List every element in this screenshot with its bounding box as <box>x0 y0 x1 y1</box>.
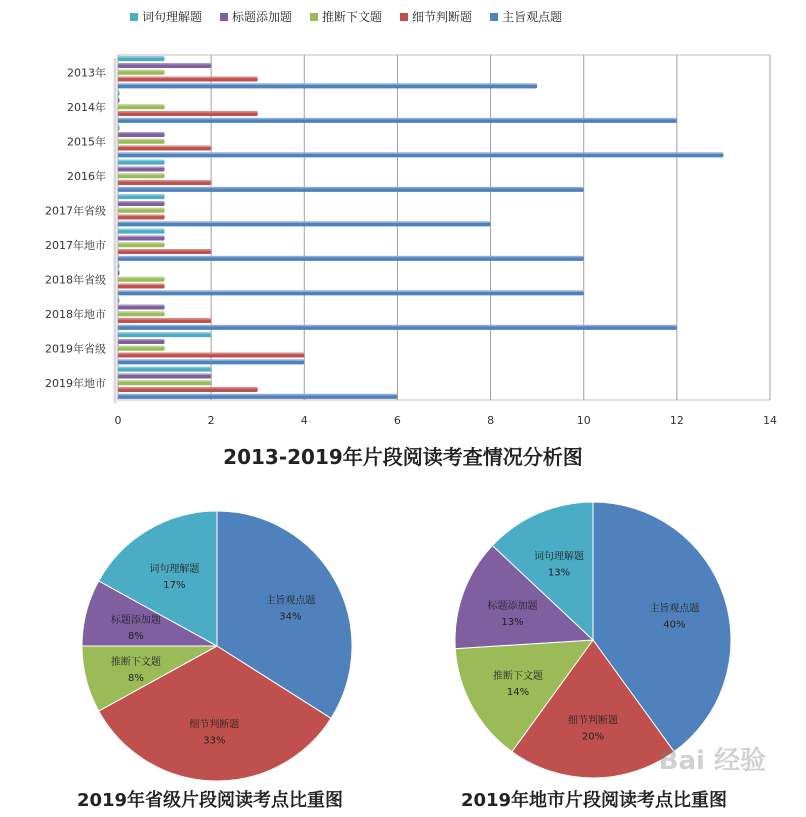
legend-label: 标题添加题 <box>232 10 293 24</box>
bar-highlight <box>118 221 491 223</box>
bar-highlight <box>118 139 165 141</box>
pie-slice-percent: 13% <box>501 617 524 629</box>
bar-highlight <box>118 194 165 196</box>
bar-highlight <box>118 63 211 65</box>
bar-highlight <box>118 290 584 292</box>
y-tick-label: 2016年 <box>67 169 106 183</box>
plot-area <box>118 55 770 400</box>
bar-highlight <box>118 235 165 237</box>
pie-slice-percent: 33% <box>203 735 226 747</box>
pie-slice-label: 标题添加题 <box>110 615 161 627</box>
bar-highlight <box>118 304 165 306</box>
x-tick-label: 14 <box>763 414 777 427</box>
bar-highlight <box>118 166 165 168</box>
x-tick-label: 12 <box>669 414 684 427</box>
x-tick-label: 2 <box>207 414 215 427</box>
y-tick-label: 2018年地市 <box>45 307 106 321</box>
legend-label: 细节判断题 <box>412 10 473 24</box>
bar-highlight <box>118 111 258 113</box>
bar-highlight <box>118 180 211 182</box>
pie-slice-label: 主旨观点题 <box>649 603 700 615</box>
y-tick-label: 2017年省级 <box>45 204 106 218</box>
pie-slice-percent: 40% <box>663 619 686 631</box>
bar-highlight <box>118 380 211 382</box>
pie-slice-percent: 8% <box>127 672 144 684</box>
pie-slice-label: 细节判断题 <box>568 715 618 727</box>
bar-highlight <box>118 91 120 93</box>
x-tick-label: 0 <box>114 414 122 427</box>
pie-slice-label: 主旨观点题 <box>265 595 316 607</box>
y-tick-label: 2015年 <box>67 135 106 149</box>
bar-highlight <box>118 353 304 355</box>
bar-highlight <box>118 284 165 286</box>
bar-highlight <box>118 249 211 251</box>
pie-slice-label: 推断下文题 <box>493 671 544 683</box>
bar-highlight <box>118 339 165 341</box>
bar-highlight <box>118 201 165 203</box>
bar-highlight <box>118 125 120 127</box>
pie-slice-percent: 13% <box>547 567 571 579</box>
bar-highlight <box>118 104 165 106</box>
bar-highlight <box>118 318 211 320</box>
bar-highlight <box>118 160 165 162</box>
bar-highlight <box>118 270 120 272</box>
y-tick-label: 2019年省级 <box>45 342 106 356</box>
legend-label: 词句理解题 <box>142 10 203 24</box>
bar-highlight <box>118 146 211 148</box>
y-tick-label: 2013年 <box>67 66 106 80</box>
bar-highlight <box>118 215 165 217</box>
bar-highlight <box>118 359 304 361</box>
bar-highlight <box>118 152 723 154</box>
bar-highlight <box>118 387 258 389</box>
pie-slice-percent: 14% <box>506 687 530 699</box>
bar-highlight <box>118 325 677 327</box>
y-tick-label: 2019年地市 <box>45 376 106 390</box>
pie-slice-percent: 17% <box>163 579 186 591</box>
pie-slice-label: 标题添加题 <box>487 601 538 613</box>
pie-chart-city-title: 2019年地市片段阅读考点比重图 <box>460 790 728 811</box>
bar-highlight <box>118 277 165 279</box>
y-tick-label: 2017年地市 <box>45 238 106 252</box>
bar-highlight <box>118 77 258 79</box>
watermark-logo: Bai 经验 <box>658 746 766 776</box>
bar-highlight <box>118 346 165 348</box>
bar-highlight <box>118 311 165 313</box>
bar-highlight <box>118 56 165 58</box>
pie-slice-label: 细节判断题 <box>189 719 240 731</box>
bar-highlight <box>118 208 165 210</box>
x-tick-label: 6 <box>393 414 401 427</box>
bar-highlight <box>118 97 120 99</box>
bar-highlight <box>118 263 120 265</box>
pie-slice-label: 词句理解题 <box>534 551 585 563</box>
pie-slice-label: 推断下文题 <box>110 656 161 668</box>
pie-slice-label: 词句理解题 <box>149 563 200 575</box>
bar-highlight <box>118 173 165 175</box>
y-tick-label: 2014年 <box>67 100 106 114</box>
bar-highlight <box>118 298 120 300</box>
legend-label: 推断下文题 <box>322 10 383 24</box>
bar-highlight <box>118 367 211 369</box>
pie-slice-percent: 34% <box>279 611 302 623</box>
bar-highlight <box>118 70 165 72</box>
pie-chart-province-title: 2019年省级片段阅读考点比重图 <box>76 790 344 811</box>
pie-slice-percent: 20% <box>581 731 605 743</box>
pie-chart-province <box>20 498 400 788</box>
bar-highlight <box>118 132 165 134</box>
pie-slice-percent: 8% <box>127 631 144 643</box>
bar-highlight <box>118 118 677 120</box>
legend-label: 主旨观点题 <box>502 10 563 24</box>
bar-highlight <box>118 187 584 189</box>
bar-highlight <box>118 332 211 334</box>
bar-highlight <box>118 373 211 375</box>
x-tick-label: 4 <box>300 414 308 427</box>
x-tick-label: 8 <box>487 414 495 427</box>
bar-highlight <box>118 394 397 396</box>
bar-highlight <box>118 256 584 258</box>
bar-highlight <box>118 242 165 244</box>
x-tick-label: 10 <box>576 414 591 427</box>
bar-chart-title: 2013-2019年片段阅读考查情况分析图 <box>223 445 583 469</box>
y-tick-label: 2018年省级 <box>45 273 106 287</box>
bar-highlight <box>118 229 165 231</box>
bar-highlight <box>118 83 537 85</box>
